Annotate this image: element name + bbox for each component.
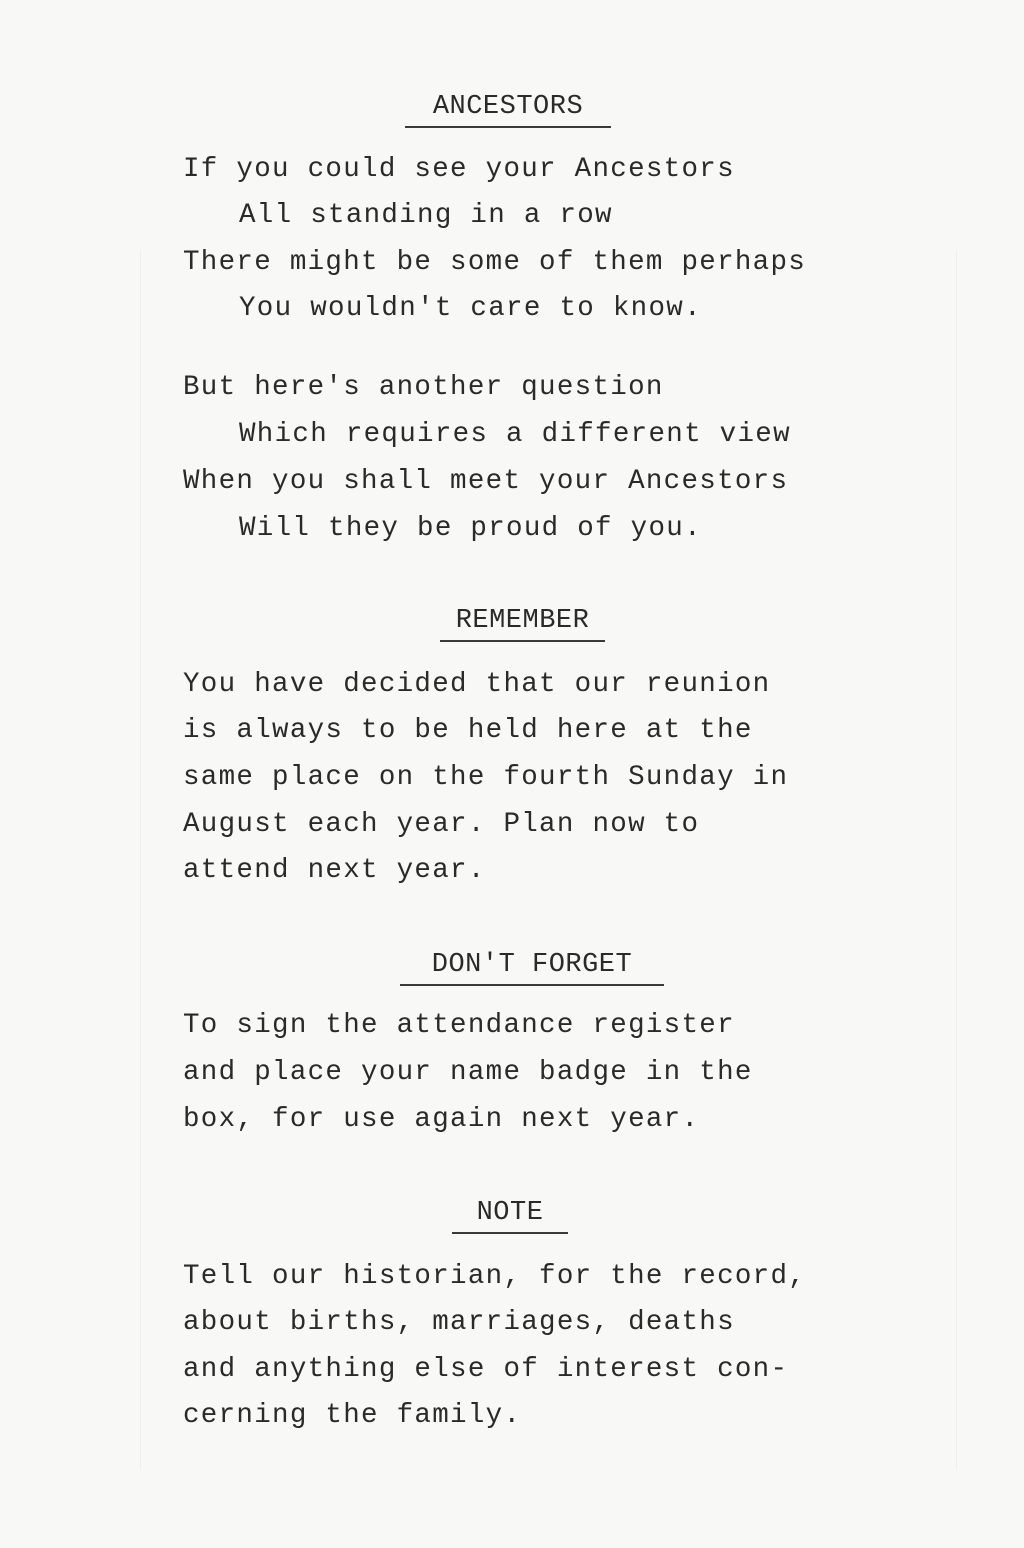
poem-line: When you shall meet your Ancestors bbox=[183, 466, 789, 497]
poem-line: Which requires a different view bbox=[239, 419, 791, 450]
poem-line: You wouldn't care to know. bbox=[239, 293, 702, 324]
paragraph-line: Tell our historian, for the record, bbox=[183, 1261, 807, 1292]
paragraph-line: and place your name badge in the bbox=[183, 1057, 753, 1088]
poem-line: Will they be proud of you. bbox=[239, 513, 702, 544]
paragraph-line: box, for use again next year. bbox=[183, 1104, 700, 1135]
poem-line: All standing in a row bbox=[239, 200, 613, 231]
paragraph-line: same place on the fourth Sunday in bbox=[183, 762, 789, 793]
paragraph-line: August each year. Plan now to bbox=[183, 809, 700, 840]
poem-line: There might be some of them perhaps bbox=[183, 247, 807, 278]
paragraph-line: about births, marriages, deaths bbox=[183, 1307, 735, 1338]
paragraph-line: cerning the family. bbox=[183, 1400, 522, 1431]
heading-dont-forget: DON'T FORGET bbox=[400, 950, 664, 986]
heading-remember: REMEMBER bbox=[440, 606, 605, 642]
paragraph-line: attend next year. bbox=[183, 855, 486, 886]
poem-line: But here's another question bbox=[183, 372, 664, 403]
heading-ancestors: ANCESTORS bbox=[405, 92, 611, 128]
paragraph-line: To sign the attendance register bbox=[183, 1010, 735, 1041]
poem-line: If you could see your Ancestors bbox=[183, 154, 735, 185]
paragraph-line: You have decided that our reunion bbox=[183, 669, 771, 700]
paragraph-line: and anything else of interest con- bbox=[183, 1354, 789, 1385]
paragraph-line: is always to be held here at the bbox=[183, 715, 753, 746]
heading-note: NOTE bbox=[452, 1198, 568, 1234]
